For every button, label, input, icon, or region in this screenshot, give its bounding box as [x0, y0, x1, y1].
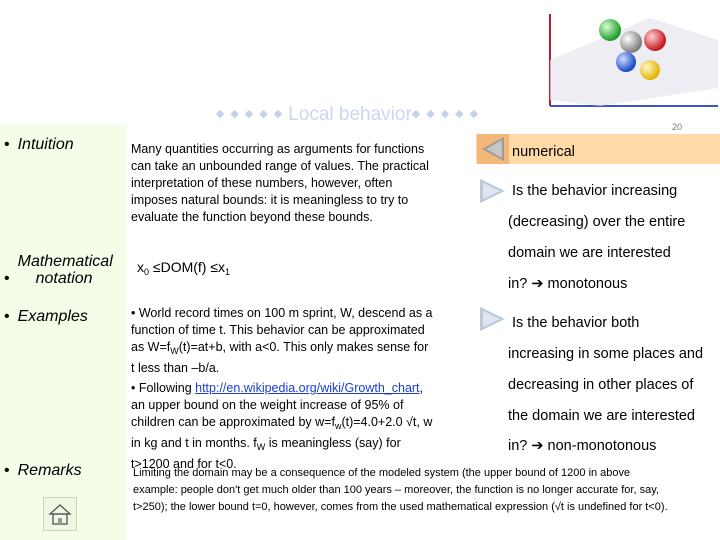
bullet-intuition: • Intuition: [4, 136, 74, 153]
panel-line: domain we are interested: [508, 245, 671, 261]
example1-line: t less than –b/a.: [131, 361, 220, 375]
example2-line: t>1200 and for t<0.: [131, 457, 237, 471]
ex2-line4-b: is meaningless (say) for: [265, 436, 401, 450]
intuition-line: Many quantities occurring as arguments for functions: [131, 142, 425, 156]
intuition-line: can take an unbounded range of values. The practical: [131, 159, 429, 173]
notation-x0: x: [137, 259, 144, 275]
ex2-line3-b: (t)=4.0+2.0 √t, w: [341, 415, 433, 429]
panel-line: in? ➔ monotonous: [508, 276, 628, 292]
example2-line4: [131, 435, 476, 456]
remarks-text: [133, 465, 720, 516]
home-button[interactable]: [43, 497, 77, 531]
panel-line: decreasing in other places of: [508, 377, 694, 393]
side-panel: [476, 126, 720, 466]
panel-line: in? ➔ non-monotonous: [508, 438, 657, 454]
ex2-line3-sub: w: [334, 421, 342, 431]
examples-text: [131, 305, 476, 473]
ex1-w-prefix: as W=f: [131, 340, 171, 354]
slide-number: 20: [672, 122, 683, 132]
notation-sub1: 1: [225, 267, 231, 277]
bullet-remarks: • Remarks: [4, 462, 82, 479]
notation-formula: [137, 259, 230, 281]
remarks-line: t>250); the lower bound t=0, however, comes from the used mathematical expression (√t is undefined for t<0).: [133, 501, 668, 513]
panel-line: increasing in some places and: [508, 346, 704, 362]
home-icon: [44, 498, 76, 530]
back-arrow-icon[interactable]: [477, 134, 509, 164]
play-arrow-icon[interactable]: [477, 178, 507, 204]
intuition-line: evaluate the function beyond these bounds.: [131, 210, 373, 224]
ex2-line3-a: children can be approximated by w=f: [131, 415, 335, 429]
ex2-line4-sub: W: [256, 442, 266, 452]
example2-line: an upper bound on the weight increase of 95% of: [131, 398, 404, 412]
slide-title-text: Local behavior: [288, 104, 412, 125]
bullet-examples: • Examples: [4, 308, 88, 325]
panel-line: numerical: [512, 144, 575, 160]
ex2-line4-a: in kg and t in months. f: [131, 436, 257, 450]
colored-spheres-logo: [540, 0, 720, 110]
example1-line: • World record times on 100 m sprint, W, descend as a: [131, 306, 433, 320]
notation-mid: ≤DOM(f) ≤x: [149, 259, 226, 275]
intuition-line: imposes natural bounds: it is meaningless to try to: [131, 193, 409, 207]
ex1-w-sub: W: [170, 346, 179, 356]
panel-line: Is the behavior increasing: [512, 183, 678, 199]
notation-sub0: 0: [144, 267, 150, 277]
bullet-math-line1: Mathematical: [17, 253, 113, 270]
example1-line: function of time t. This behavior can be approximated: [131, 323, 425, 337]
panel-line: Is the behavior both: [512, 315, 640, 331]
remarks-line: example: people don't get much older than 100 years – moreover, the function is no longer accurate for, say,: [133, 484, 659, 496]
example2-line1: [131, 380, 476, 397]
example1-line-w: [131, 339, 476, 360]
example2-line3: [131, 414, 476, 435]
bullet-remarks-label: Remarks: [17, 462, 82, 479]
panel-line: (decreasing) over the entire: [508, 214, 686, 230]
bullet-examples-label: Examples: [17, 308, 88, 325]
intuition-line: interpretation of these numbers, however, often: [131, 176, 393, 190]
remarks-line: Limiting the domain may be a consequence of the modeled system (the upper bound of 1200 in above: [133, 467, 631, 479]
ex1-w-suffix: (t)=at+b, with a<0. This only makes sense for: [178, 340, 429, 354]
slide-title: ◆◆◆◆◆Local behavior◆◆◆◆◆: [215, 104, 485, 125]
ex2-prefix: • Following: [131, 381, 196, 395]
bullet-mathematical-notation: •Mathematical notation: [4, 253, 113, 287]
bullet-math-line2: notation: [35, 270, 93, 287]
intuition-text: [131, 141, 476, 226]
bullet-intuition-label: Intuition: [17, 136, 74, 153]
ex2-after-link: ,: [419, 381, 424, 395]
panel-line: the domain we are interested: [508, 408, 695, 424]
play-arrow-icon[interactable]: [477, 306, 507, 332]
growth-chart-link[interactable]: http://en.wikipedia.org/wiki/Growth_chart: [195, 381, 420, 395]
